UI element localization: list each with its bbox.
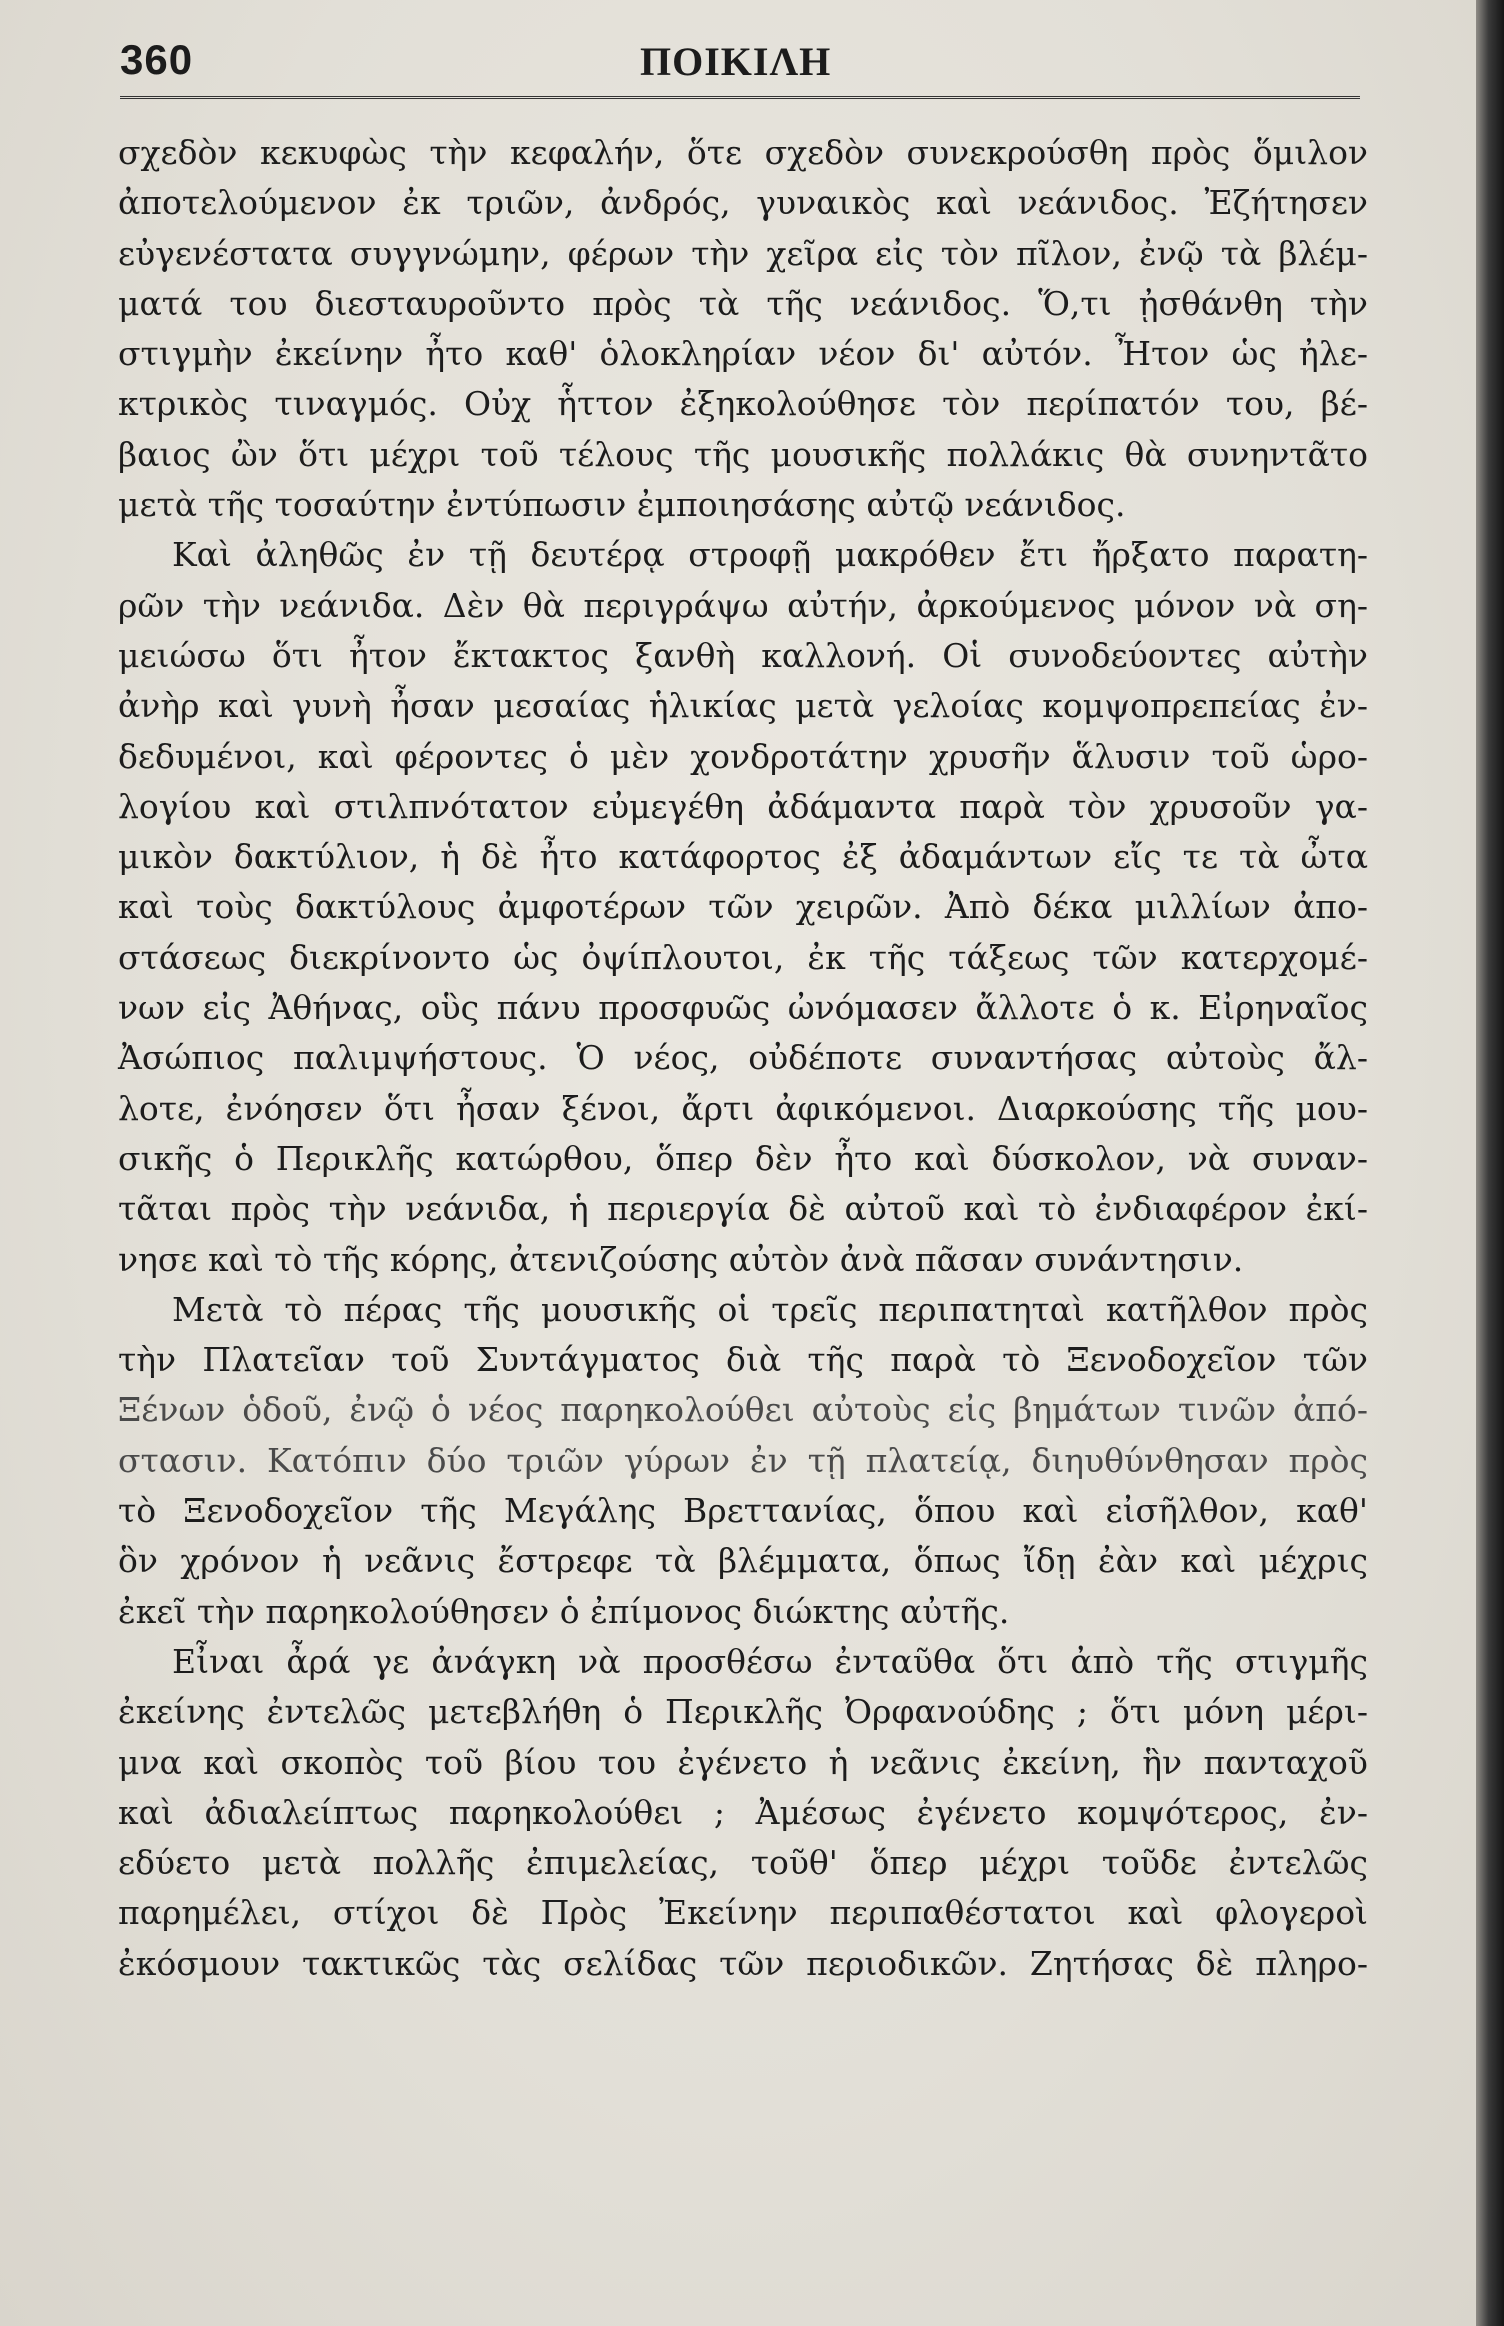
text-line: βαιος ὢν ὅτι μέχρι τοῦ τέλους τῆς μουσικῆς πολλάκις θὰ συνηντᾶτο [118, 434, 1368, 474]
text-line: μικὸν δακτύλιον, ἡ δὲ ἦτο κατάφορτος ἐξ ἀδαμάντων εἴς τε τὰ ὦτα [118, 837, 1368, 877]
text-line: εδύετο μετὰ πολλῆς ἐπιμελείας, τοῦθ' ὅπερ μέχρι τοῦδε ἐντελῶς [118, 1843, 1368, 1883]
text-line: τᾶται πρὸς τὴν νεάνιδα, ἡ περιεργία δὲ αὐτοῦ καὶ τὸ ἐνδιαφέρον ἐκί- [118, 1189, 1368, 1229]
text-line: τὸ Ξενοδοχεῖον τῆς Μεγάλης Βρεττανίας, ὅπου καὶ εἰσῆλθον, καθ' [118, 1491, 1368, 1531]
text-line: λογίου καὶ στιλπνότατον εὐμεγέθη ἀδάμαντα παρὰ τὸν χρυσοῦν γα- [118, 786, 1368, 826]
text-line: Μετὰ τὸ πέρας τῆς μουσικῆς οἱ τρεῖς περιπατηταὶ κατῆλθον πρὸς [172, 1289, 1368, 1329]
text-line: νων εἰς Ἀθήνας, οὓς πάνυ προσφυῶς ὠνόμασεν ἄλλοτε ὁ κ. Εἰρηναῖος [118, 988, 1368, 1028]
text-line: ἀνὴρ καὶ γυνὴ ἦσαν μεσαίας ἡλικίας μετὰ γελοίας κομψοπρεπείας ἐν- [118, 686, 1368, 726]
running-head: ΠΟΙΚΙΛΗ [640, 39, 832, 84]
text-line: νησε καὶ τὸ τῆς κόρης, ἀτενιζούσης αὐτὸν ἀνὰ πᾶσαν συνάντησιν. [118, 1239, 1244, 1279]
text-line: ἐκεῖ τὴν παρηκολούθησεν ὁ ἐπίμονος διώκτης αὐτῆς. [118, 1591, 1010, 1631]
text-line: κτρικὸς τιναγμός. Οὐχ ἧττον ἐξηκολούθησε τὸν περίπατόν του, βέ- [118, 384, 1368, 424]
text-line: ρῶν τὴν νεάνιδα. Δὲν θὰ περιγράψω αὐτήν, ἀρκούμενος μόνον νὰ ση- [118, 585, 1368, 625]
text-line: μνα καὶ σκοπὸς τοῦ βίου του ἐγένετο ἡ νεᾶνις ἐκείνη, ἣν πανταχοῦ [118, 1742, 1368, 1782]
text-line: Εἶναι ἆρά γε ἀνάγκη νὰ προσθέσω ἐνταῦθα ὅτι ἀπὸ τῆς στιγμῆς [172, 1641, 1368, 1681]
text-line: λοτε, ἐνόησεν ὅτι ἦσαν ξένοι, ἄρτι ἀφικόμενοι. Διαρκούσης τῆς μου- [118, 1088, 1368, 1128]
text-line: Ἀσώπιος παλιμψήστους. Ὁ νέος, οὐδέποτε συναντήσας αὐτοὺς ἄλ- [118, 1038, 1368, 1078]
text-line: στασιν. Κατόπιν δύο τριῶν γύρων ἐν τῇ πλατείᾳ, διηυθύνθησαν πρὸς [118, 1440, 1368, 1480]
text-line: δεδυμένοι, καὶ φέροντες ὁ μὲν χονδροτάτην χρυσῆν ἅλυσιν τοῦ ὡρο- [118, 736, 1368, 776]
text-line: ἀποτελούμενον ἐκ τριῶν, ἀνδρός, γυναικὸς καὶ νεάνιδος. Ἐζήτησεν [118, 183, 1368, 223]
text-line: σχεδὸν κεκυφὼς τὴν κεφαλήν, ὅτε σχεδὸν συνεκρούσθη πρὸς ὅμιλον [118, 133, 1368, 172]
text-line: Ξένων ὁδοῦ, ἐνῷ ὁ νέος παρηκολούθει αὐτοὺς εἰς βημάτων τινῶν ἀπό- [118, 1390, 1368, 1430]
text-line: μειώσω ὅτι ἦτον ἔκτακτος ξανθὴ καλλονή. Οἱ συνοδεύοντες αὐτὴν [118, 635, 1368, 675]
text-line: στιγμὴν ἐκείνην ἦτο καθ' ὁλοκληρίαν νέον δι' αὐτόν. Ἦτον ὡς ἠλε- [118, 334, 1368, 374]
text-line: ματά του διεσταυροῦντο πρὸς τὰ τῆς νεάνιδος. Ὅ,τι ᾐσθάνθη τὴν [118, 283, 1368, 323]
page-header [120, 36, 1360, 94]
text-line: εὐγενέστατα συγγνώμην, φέρων τὴν χεῖρα εἰς τὸν πῖλον, ἐνῷ τὰ βλέμ- [118, 233, 1368, 273]
text-line: παρημέλει, στίχοι δὲ Πρὸς Ἐκείνην περιπαθέστατοι καὶ φλογεροὶ [118, 1893, 1368, 1933]
text-line: ἐκόσμουν τακτικῶς τὰς σελίδας τῶν περιοδικῶν. Ζητήσας δὲ πληρο- [118, 1943, 1368, 1983]
header-rule [120, 92, 1360, 99]
text-line: τὴν Πλατεῖαν τοῦ Συντάγματος διὰ τῆς παρὰ τὸ Ξενοδοχεῖον τῶν [118, 1340, 1368, 1380]
body-text [118, 128, 1368, 1989]
text-line: καὶ τοὺς δακτύλους ἀμφοτέρων τῶν χειρῶν. Ἀπὸ δέκα μιλλίων ἀπο- [118, 887, 1368, 927]
text-line: καὶ ἀδιαλείπτως παρηκολούθει ; Ἀμέσως ἐγένετο κομψότερος, ἐν- [118, 1792, 1368, 1832]
text-line: σικῆς ὁ Περικλῆς κατώρθου, ὅπερ δὲν ἦτο καὶ δύσκολον, νὰ συναν- [118, 1138, 1368, 1178]
page-number: 360 [120, 36, 194, 83]
text-line: μετὰ τῆς τοσαύτην ἐντύπωσιν ἐμποιησάσης αὐτῷ νεάνιδος. [118, 485, 1126, 525]
text-line: ἐκείνης ἐντελῶς μετεβλήθη ὁ Περικλῆς Ὀρφανούδης ; ὅτι μόνη μέρι- [118, 1692, 1368, 1732]
text-line: Καὶ ἀληθῶς ἐν τῇ δευτέρᾳ στροφῇ μακρόθεν ἔτι ἤρξατο παρατη- [172, 535, 1368, 575]
text-line: ὃν χρόνον ἡ νεᾶνις ἔστρεφε τὰ βλέμματα, ὅπως ἴδῃ ἐὰν καὶ μέχρις [118, 1541, 1368, 1581]
book-spine-shadow [1476, 0, 1504, 2326]
text-line: στάσεως διεκρίνοντο ὡς ὀψίπλουτοι, ἐκ τῆς τάξεως τῶν κατερχομέ- [118, 937, 1368, 977]
